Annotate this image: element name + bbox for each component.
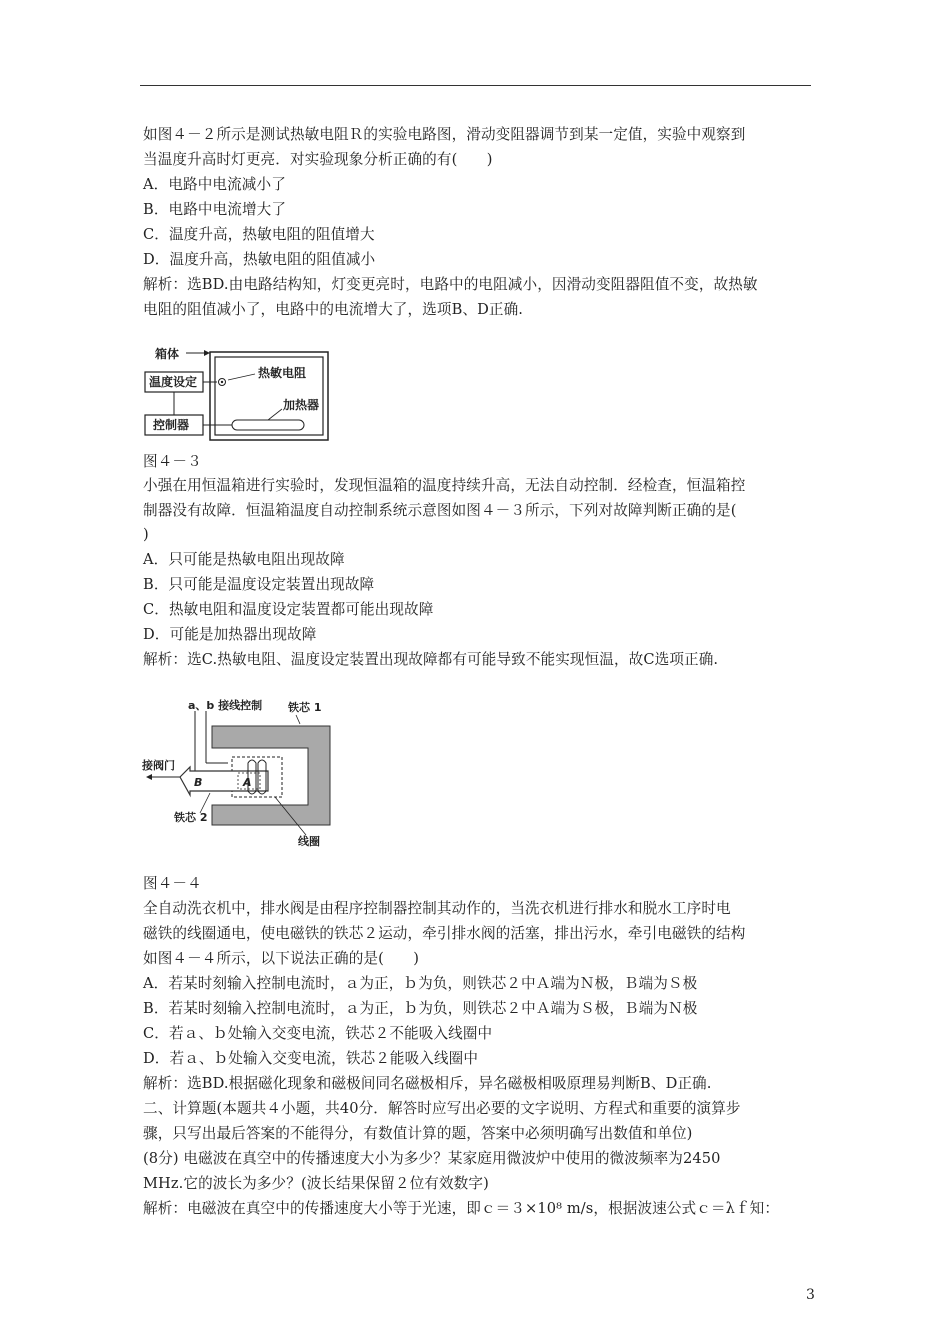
option-a: A．电路中电流减小了 — [143, 176, 286, 193]
analysis-text: 电阻的阻值减小了，电路中的电流增大了，选项B、D正确. — [143, 301, 524, 318]
option-d: D．若ａ、ｂ处输入交变电流，铁芯２能吸入线圈中 — [143, 1050, 479, 1067]
option-a: A．只可能是热敏电阻出现故障 — [143, 551, 345, 568]
box-label: 箱体 — [155, 347, 180, 361]
core1-label: 铁芯 1 — [288, 701, 322, 714]
option-c: C．温度升高，热敏电阻的阻值增大 — [143, 226, 375, 243]
a-end-label: A — [243, 776, 252, 789]
figure-4-3 — [140, 345, 340, 445]
page-number: 3 — [806, 1287, 815, 1303]
option-b: B．只可能是温度设定装置出现故障 — [143, 576, 375, 593]
header-rule — [140, 85, 811, 86]
core2-label: 铁芯 2 — [174, 811, 208, 824]
option-b: B．若某时刻输入控制电流时，ａ为正，ｂ为负，则铁芯２中Ａ端为Ｓ极，Ｂ端为Ｎ极 — [143, 1000, 698, 1017]
controller-label: 控制器 — [153, 418, 190, 432]
option-d: D．可能是加热器出现故障 — [143, 626, 317, 643]
figure-caption: 图４－３ — [143, 453, 202, 470]
question-text: (8分) 电磁波在真空中的传播速度大小为多少？某家庭用微波炉中使用的微波频率为2450 — [143, 1150, 721, 1167]
ab-control-label: a、b 接线控制 — [188, 699, 263, 712]
analysis-text: 解析：选BD.根据磁化现象和磁极间同名磁极相斥，异名磁极相吸原理易判断B、D正确. — [143, 1075, 712, 1092]
heater-label: 加热器 — [283, 398, 320, 412]
figure-caption: 图４－４ — [143, 875, 202, 892]
text-line: ) — [143, 526, 149, 543]
option-b: B．电路中电流增大了 — [143, 201, 287, 218]
sensor-label: 热敏电阻 — [258, 366, 307, 380]
text-line: 当温度升高时灯更亮．对实验现象分析正确的有( ) — [143, 151, 493, 168]
text-line: 如图４－４所示，以下说法正确的是( ) — [143, 950, 420, 967]
b-end-label: B — [194, 776, 203, 789]
analysis-text: 解析：选C.热敏电阻、温度设定装置出现故障都有可能导致不能实现恒温，故C选项正确. — [143, 651, 719, 668]
analysis-text: 解析：电磁波在真空中的传播速度大小等于光速，即ｃ＝３×10⁸ m/s，根据波速公式ｃ＝λｆ知： — [143, 1200, 780, 1217]
question-text: MHz.它的波长为多少？(波长结果保留２位有效数字) — [143, 1175, 489, 1192]
valve-label: 接阀门 — [142, 759, 175, 772]
text-line: 全自动洗衣机中，排水阀是由程序控制器控制其动作的，当洗衣机进行排水和脱水工序时电 — [143, 900, 731, 917]
text-line: 小强在用恒温箱进行实验时，发现恒温箱的温度持续升高，无法自动控制．经检查，恒温箱控 — [143, 477, 746, 494]
option-d: D．温度升高，热敏电阻的阻值减小 — [143, 251, 376, 268]
text-line: 制器没有故障．恒温箱温度自动控制系统示意图如图４－３所示，下列对故障判断正确的是( — [143, 502, 737, 519]
text-line: 如图４－２所示是测试热敏电阻Ｒ的实验电路图，滑动变阻器调节到某一定值，实验中观察到 — [143, 126, 746, 143]
analysis-text: 解析：选BD.由电路结构知，灯变更亮时，电路中的电阻减小，因滑动变阻器阻值不变，故热敏 — [143, 276, 758, 293]
coil-label: 线圈 — [298, 835, 320, 848]
option-c: C．若ａ、ｂ处输入交变电流，铁芯２不能吸入线圈中 — [143, 1025, 493, 1042]
option-c: C．热敏电阻和温度设定装置都可能出现故障 — [143, 601, 434, 618]
temp-setting-label: 温度设定 — [149, 375, 198, 389]
text-line: 磁铁的线圈通电，使电磁铁的铁芯２运动，牵引排水阀的活塞，排出污水，牵引电磁铁的结构 — [143, 925, 746, 942]
option-a: A．若某时刻输入控制电流时，ａ为正，ｂ为负，则铁芯２中Ａ端为Ｎ极，Ｂ端为Ｓ极 — [143, 975, 698, 992]
section-heading: 骤，只写出最后答案的不能得分，有数值计算的题，答案中必须明确写出数值和单位) — [143, 1125, 693, 1142]
section-heading: 二、计算题(本题共４小题，共40分．解答时应写出必要的文字说明、方程式和重要的演算步 — [143, 1100, 741, 1117]
figure-4-4 — [140, 693, 350, 853]
